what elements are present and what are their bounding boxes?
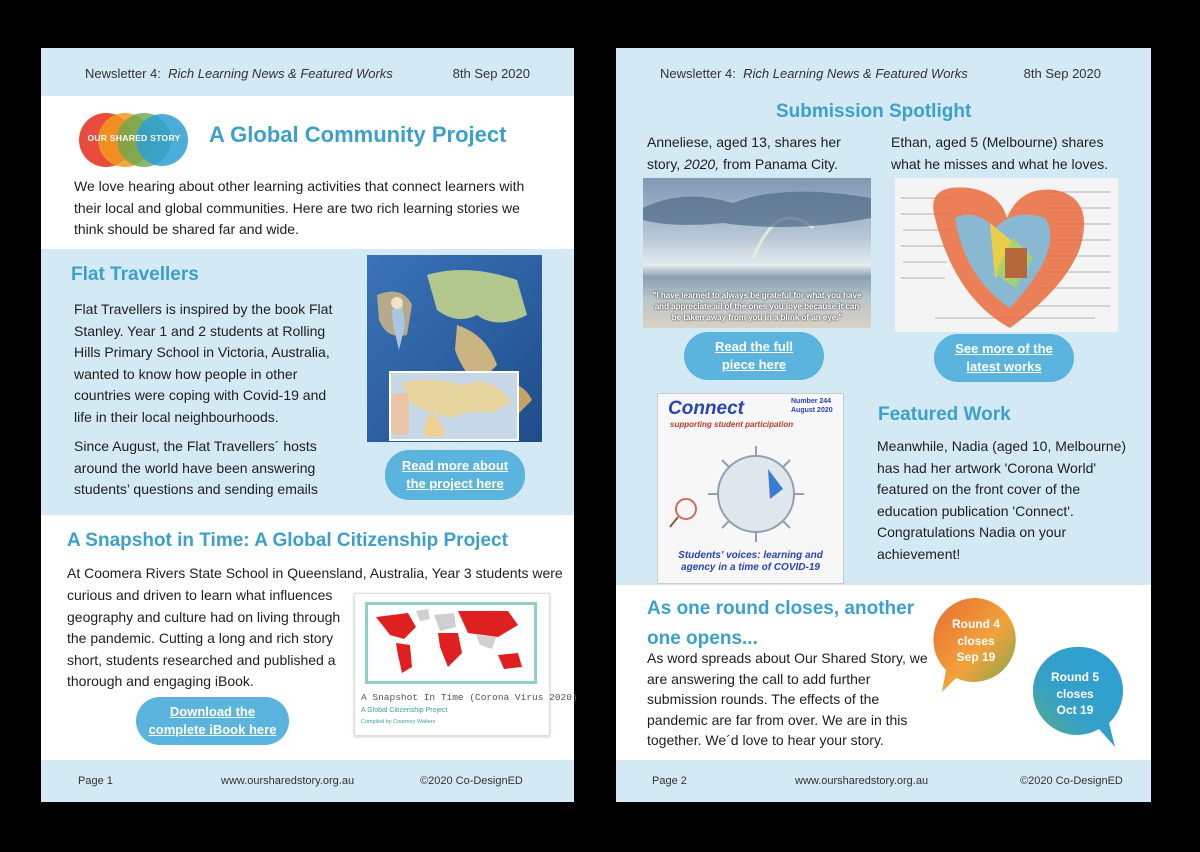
- see-more-latest-works-button[interactable]: See more of the latest works: [934, 334, 1074, 382]
- ibook-subtitle: A Global Citizenship Project: [361, 707, 448, 714]
- copyright-text: ©2020 Co-DesignED: [1020, 775, 1123, 787]
- ibook-cover-image: [354, 593, 578, 736]
- round-4-text: Round 4 closes Sep 19: [952, 617, 1000, 664]
- ethan-text: Ethan, aged 5 (Melbourne) shares what he misses and what he loves.: [891, 134, 1109, 172]
- website-link[interactable]: www.oursharedstory.org.au: [221, 775, 355, 787]
- featured-work-heading: Featured Work: [878, 404, 1011, 425]
- flat-travellers-paragraph-2: Since August, the Flat Travellers´ hosts around the world have been answering students’ questions and sending emails: [74, 438, 318, 497]
- newsletter-page-2: [616, 48, 1151, 802]
- page-footer: [41, 760, 574, 802]
- newsletter-page-1: [41, 48, 578, 802]
- page-header: [616, 48, 1151, 96]
- intro-text: We love hearing about other learning activities that connect learners with their local and global communities. Here are two rich learning stories we think should be shared far and wide.: [74, 178, 525, 237]
- flat-travellers-paragraph-1: Flat Travellers is inspired by the book Flat Stanley. Year 1 and 2 students at Rolling Hills Primary School in Victoria, Australia, wanted to know how people in other countries were coping with Covid-19 and life in their local neighbourhoods.: [74, 301, 333, 425]
- connect-magazine-cover: [657, 393, 844, 584]
- ibook-author: Compiled by Courtney Walters: [361, 719, 436, 725]
- anneliese-text: Anneliese, aged 13, shares her story, 2020, from Panama City.: [647, 134, 841, 172]
- snapshot-heading: A Snapshot in Time: A Global Citizenship Project: [67, 530, 508, 551]
- world-map-photo: [389, 371, 519, 441]
- newsletter-title: Newsletter 4: Rich Learning News & Featured Works: [660, 66, 968, 81]
- copyright-text: ©2020 Co-DesignED: [420, 775, 523, 787]
- anneliese-quote: "I have learned to always be grateful for what you have and appreciate all of the ones you love because it can be taken away from you in a blink of an eye.": [652, 291, 862, 322]
- flat-travellers-read-more-button[interactable]: Read more about the project here: [385, 450, 525, 500]
- page-number: Page 1: [78, 775, 113, 787]
- our-shared-story-logo: OUR SHARED STORY: [79, 112, 189, 168]
- ibook-title: A Snapshot In Time (Corona Virus 2020): [361, 692, 578, 703]
- page-footer: [616, 760, 1151, 802]
- snapshot-paragraph: curious and driven to learn what influences geography and culture had on living through the pandemic. Cutting a long and rich story short, students researched and published a thorough and engaging iBook.: [67, 587, 341, 689]
- featured-work-text: Meanwhile, Nadia (aged 10, Melbourne) has had her artwork 'Corona World' featured on the front cover of the education publication 'Connect'. Congratulations Nadia on your achievement!: [877, 438, 1127, 562]
- ethan-heart-drawing: [895, 178, 1118, 332]
- round-4-bubble: [932, 596, 1020, 694]
- rounds-text: As word spreads about Our Shared Story, we are answering the call to add further submission rounds. The effects of the pandemic are far from over. We are in this together. We´d love to hear your story.: [647, 650, 928, 748]
- round-5-bubble: [1029, 645, 1122, 750]
- beach-rainbow-photo: [643, 178, 871, 328]
- round-5-text: Round 5 closes Oct 19: [1051, 670, 1099, 717]
- connect-caption: Students' voices: learning and agency in a time of COVID-19: [678, 550, 823, 573]
- read-full-piece-button[interactable]: Read the full piece here: [684, 332, 824, 380]
- snapshot-paragraph-line-1: At Coomera Rivers State School in Queensland, Australia, Year 3 students were: [67, 565, 563, 581]
- ibook-map-frame: [365, 602, 537, 684]
- newsletter-date: 8th Sep 2020: [452, 66, 530, 81]
- website-link[interactable]: www.oursharedstory.org.au: [795, 775, 929, 787]
- connect-subtitle: supporting student participation: [670, 420, 794, 429]
- newsletter-title: Newsletter 4: Rich Learning News & Featured Works: [85, 66, 393, 81]
- page-number: Page 2: [652, 775, 687, 787]
- connect-month: August 2020: [791, 407, 833, 414]
- connect-number: Number 244: [791, 398, 832, 405]
- flat-travellers-heading: Flat Travellers: [71, 264, 199, 285]
- page-title: A Global Community Project: [209, 122, 507, 147]
- rounds-heading: As one round closes, another one opens...: [647, 598, 915, 649]
- newsletter-date: 8th Sep 2020: [1023, 66, 1101, 81]
- spotlight-heading: Submission Spotlight: [776, 101, 972, 122]
- page-header: [41, 48, 574, 96]
- download-ibook-button[interactable]: Download the complete iBook here: [136, 697, 289, 745]
- connect-title: Connect: [668, 398, 744, 419]
